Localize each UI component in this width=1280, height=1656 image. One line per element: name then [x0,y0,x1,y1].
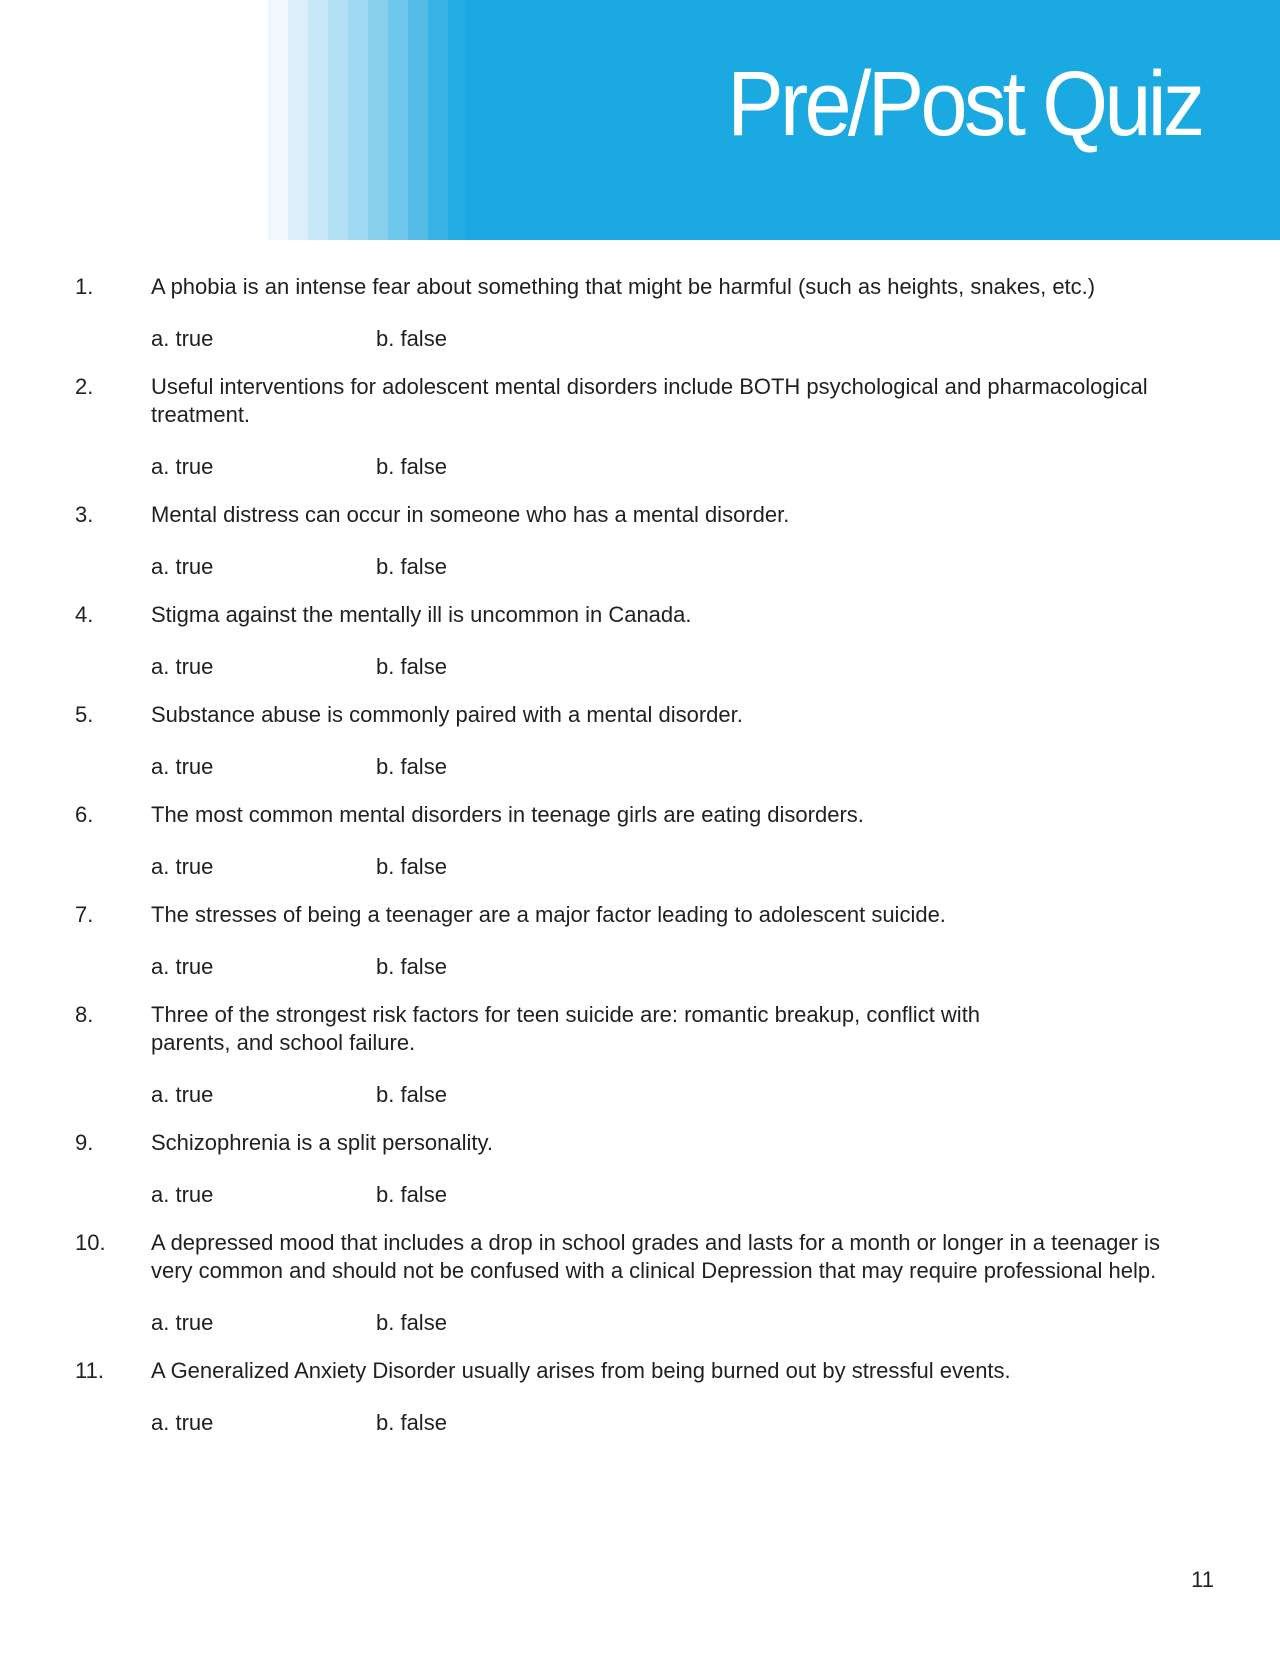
answer-options [0,453,1280,481]
answer-option-true: a. true [151,754,214,779]
question-text: A depressed mood that includes a drop in school grades and lasts for a month or longer in a teenager is very common and should not be confused with a clinical Depression that may require professional help. [151,1230,1160,1283]
header-stripe [348,0,368,240]
question-number: 6. [75,802,94,827]
question-number: 9. [75,1130,94,1155]
header-stripe [288,0,308,240]
question-number: 5. [75,702,94,727]
answer-option-true: a. true [151,954,214,979]
answer-option-false: b. false [376,1182,447,1207]
answer-options [0,953,1280,981]
quiz-question [0,1129,1280,1209]
answer-options [0,1081,1280,1109]
header-banner [465,0,1280,240]
quiz-question [0,1229,1280,1337]
answer-option-true: a. true [151,1410,214,1435]
answer-option-true: a. true [151,454,214,479]
answer-option-true: a. true [151,1082,214,1107]
answer-options [0,853,1280,881]
question-text: Three of the strongest risk factors for teen suicide are: romantic breakup, conflict with parents, and school failure. [151,1002,981,1055]
answer-option-false: b. false [376,454,447,479]
answer-options [0,553,1280,581]
answer-option-false: b. false [376,1410,447,1435]
question-text: The most common mental disorders in teenage girls are eating disorders. [151,802,864,827]
question-number: 10. [75,1230,106,1255]
answer-option-false: b. false [376,954,447,979]
question-text: Mental distress can occur in someone who has a mental disorder. [151,502,790,527]
header-stripe [308,0,328,240]
question-number: 11. [75,1358,104,1383]
answer-option-false: b. false [376,654,447,679]
page-title: Pre/Post Quiz [727,53,1202,155]
quiz-question-list [0,273,1280,1457]
quiz-question [0,701,1280,781]
answer-option-true: a. true [151,326,214,351]
answer-option-true: a. true [151,1182,214,1207]
quiz-question [0,1001,1280,1109]
answer-option-true: a. true [151,1310,214,1335]
page-header [0,0,1280,240]
answer-option-true: a. true [151,854,214,879]
answer-options [0,325,1280,353]
answer-option-false: b. false [376,1082,447,1107]
answer-option-false: b. false [376,1310,447,1335]
question-text: Substance abuse is commonly paired with a mental disorder. [151,702,743,727]
question-number: 7. [75,902,94,927]
answer-options [0,1309,1280,1337]
page-number: 11 [1191,1567,1214,1592]
answer-option-false: b. false [376,554,447,579]
quiz-question [0,501,1280,581]
answer-options [0,653,1280,681]
quiz-question [0,1357,1280,1437]
quiz-question [0,273,1280,353]
question-text: Stigma against the mentally ill is uncommon in Canada. [151,602,692,627]
answer-option-false: b. false [376,854,447,879]
answer-options [0,1181,1280,1209]
header-stripe [408,0,428,240]
quiz-question [0,901,1280,981]
header-stripe [328,0,348,240]
answer-option-false: b. false [376,754,447,779]
question-text: Useful interventions for adolescent mental disorders include BOTH psychological and pharmacological treatment. [151,374,1148,427]
answer-options [0,753,1280,781]
header-gradient-stripes [268,0,468,240]
question-number: 2. [75,374,94,399]
quiz-question [0,373,1280,481]
answer-option-true: a. true [151,554,214,579]
answer-option-false: b. false [376,326,447,351]
answer-option-true: a. true [151,654,214,679]
question-text: A phobia is an intense fear about something that might be harmful (such as heights, snakes, etc.) [151,274,1096,299]
quiz-question [0,801,1280,881]
header-stripe [268,0,288,240]
question-text: The stresses of being a teenager are a major factor leading to adolescent suicide. [151,902,946,927]
header-stripe [428,0,448,240]
question-number: 1. [75,274,94,299]
question-text: A Generalized Anxiety Disorder usually arises from being burned out by stressful events. [151,1358,1011,1383]
header-stripe [368,0,388,240]
header-stripe [388,0,408,240]
question-number: 8. [75,1002,94,1027]
answer-options [0,1409,1280,1437]
question-number: 3. [75,502,94,527]
question-text: Schizophrenia is a split personality. [151,1130,493,1155]
quiz-question [0,601,1280,681]
question-number: 4. [75,602,94,627]
